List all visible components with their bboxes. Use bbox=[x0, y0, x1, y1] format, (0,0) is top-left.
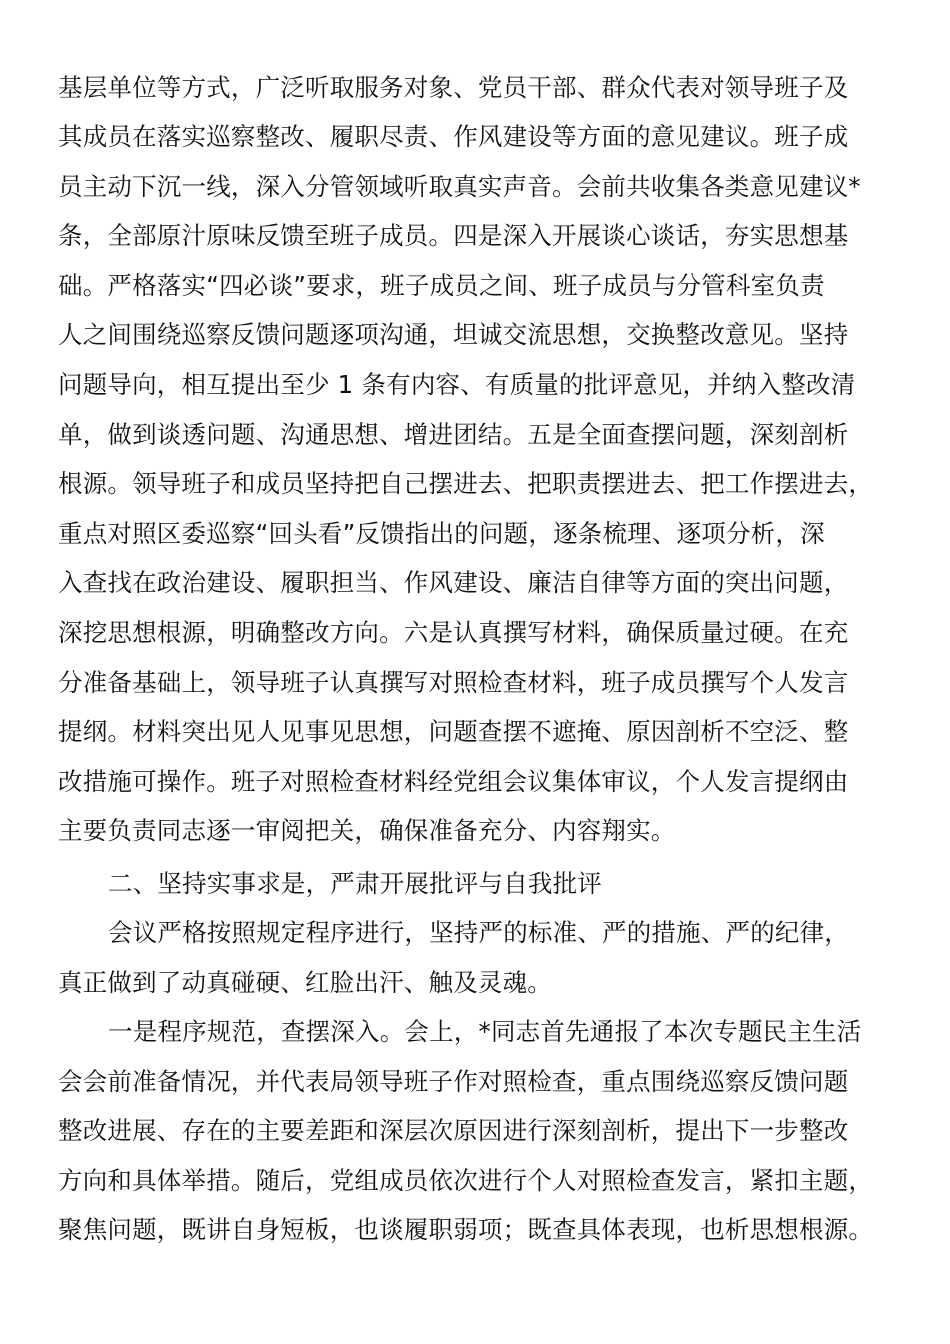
paragraph-line: 其成员在落实巡察整改、履职尽责、作风建设等方面的意见建议。班子成 bbox=[58, 122, 849, 151]
paragraph-line: 问题导向，相互提出至少 1 条有内容、有质量的批评意见，并纳入整改清 bbox=[58, 370, 856, 399]
paragraph-line: 深挖思想根源，明确整改方向。六是认真撰写材料，确保质量过硬。在充 bbox=[58, 618, 849, 647]
paragraph-line: 整改进展、存在的主要差距和深层次原因进行深刻剖析，提出下一步整改 bbox=[58, 1116, 849, 1145]
paragraph-line: 础。严格落实“四必谈”要求，班子成员之间、班子成员与分管科室负责 bbox=[58, 271, 825, 300]
paragraph-line: 根源。领导班子和成员坚持把自己摆进去、把职责摆进去、把工作摆进去， bbox=[58, 469, 874, 498]
paragraph-line: 方向和具体举措。随后，党组成员依次进行个人对照检查发言，紧扣主题， bbox=[58, 1166, 874, 1195]
paragraph-line: 聚焦问题，既讲自身短板，也谈履职弱项；既查具体表现，也析思想根源。 bbox=[58, 1215, 874, 1244]
paragraph-line: 员主动下沉一线，深入分管领域听取真实声音。会前共收集各类意见建议* bbox=[58, 172, 861, 201]
paragraph-line: 提纲。材料突出见人见事见思想，问题查摆不遮掩、原因剖析不空泛、整 bbox=[58, 717, 849, 746]
paragraph-line: 单，做到谈透问题、沟通思想、增进团结。五是全面查摆问题，深刻剖析 bbox=[58, 420, 849, 449]
paragraph-line: 真正做到了动真碰硬、红脸出汗、触及灵魂。 bbox=[58, 968, 552, 997]
paragraph-line: 入查找在政治建设、履职担当、作风建设、廉洁自律等方面的突出问题， bbox=[58, 568, 849, 597]
paragraph-line: 条，全部原汁原味反馈至班子成员。四是深入开展谈心谈话，夯实思想基 bbox=[58, 221, 849, 250]
section-heading: 二、坚持实事求是，严肃开展批评与自我批评 bbox=[108, 869, 602, 898]
paragraph-line: 会议严格按照规定程序进行，坚持严的标准、严的措施、严的纪律， bbox=[108, 918, 849, 947]
paragraph-line: 改措施可操作。班子对照检查材料经党组会议集体审议，个人发言提纲由 bbox=[58, 767, 849, 796]
paragraph-line: 重点对照区委巡察“回头看”反馈指出的问题，逐条梳理、逐项分析，深 bbox=[58, 519, 825, 548]
paragraph-line: 会会前准备情况，并代表局领导班子作对照检查，重点围绕巡察反馈问题 bbox=[58, 1067, 849, 1096]
paragraph-line: 主要负责同志逐一审阅把关，确保准备充分、内容翔实。 bbox=[58, 816, 676, 845]
paragraph-line: 人之间围绕巡察反馈问题逐项沟通，坦诚交流思想，交换整改意见。坚持 bbox=[58, 320, 849, 349]
paragraph-line: 一是程序规范，查摆深入。会上，*同志首先通报了本次专题民主生活 bbox=[108, 1017, 862, 1046]
paragraph-line: 分准备基础上，领导班子认真撰写对照检查材料，班子成员撰写个人发言 bbox=[58, 668, 849, 697]
paragraph-line: 基层单位等方式，广泛听取服务对象、党员干部、群众代表对领导班子及 bbox=[58, 73, 849, 102]
